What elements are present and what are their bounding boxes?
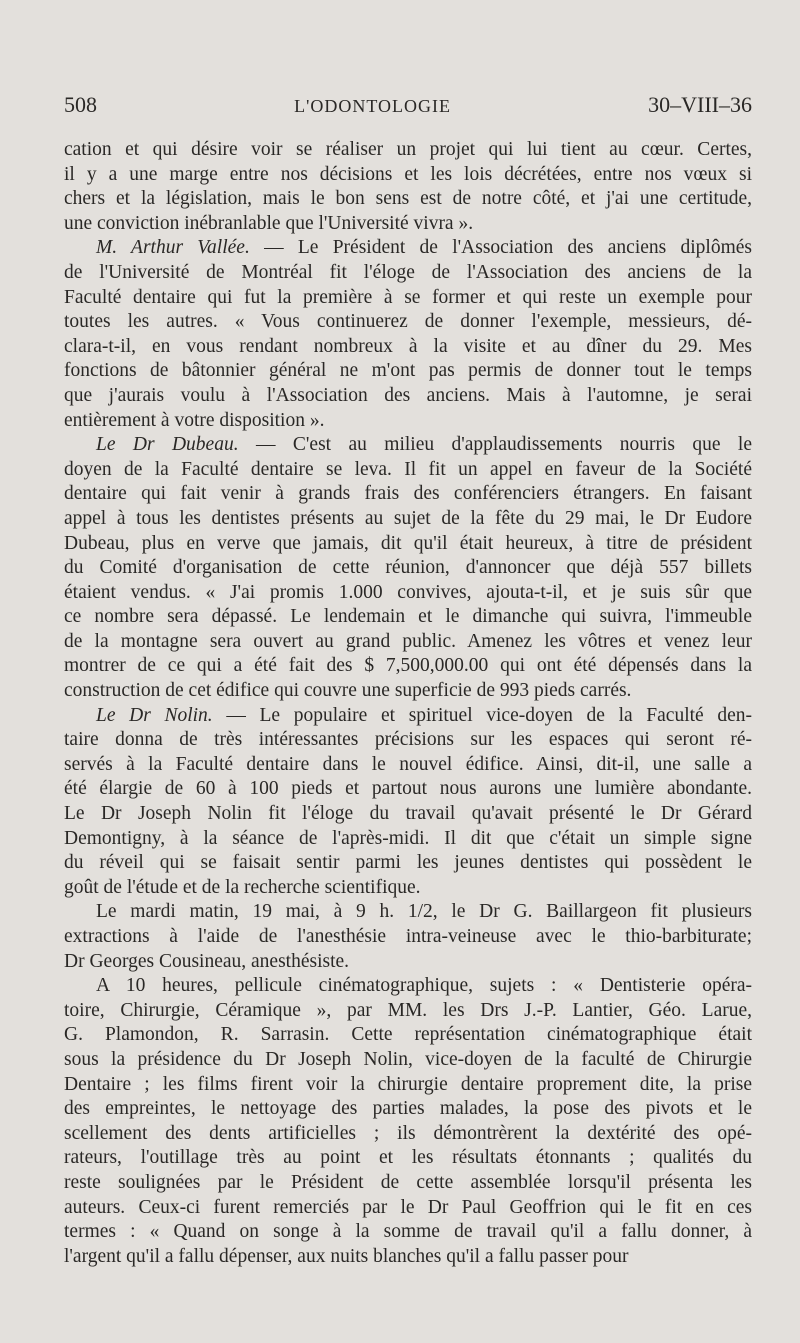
line-text: l'argent qu'il a fallu dépenser, aux nuits blanches qu'il a fallu passer pour <box>64 1245 629 1267</box>
paragraph <box>64 704 752 901</box>
text-line <box>64 1073 752 1098</box>
text-line <box>64 827 752 852</box>
text-line <box>64 1097 752 1122</box>
text-line <box>64 187 752 212</box>
text-line <box>64 1245 752 1270</box>
line-text: extractions à l'aide de l'anesthésie intra-veineuse avec le thio-barbiturate; <box>64 926 752 947</box>
line-text: étaient vendus. « J'ai promis 1.000 convives, ajouta-t-il, et je suis sûr que <box>64 581 752 603</box>
text-line <box>64 950 752 975</box>
line-text: il y a une marge entre nos décisions et les lois décrétées, entre nos vœux si <box>64 163 752 185</box>
text-line <box>64 212 752 237</box>
text-line <box>64 261 752 286</box>
text-line <box>64 630 752 655</box>
text-line <box>64 1023 752 1048</box>
text-line <box>64 925 752 950</box>
line-text: sous la présidence du Dr Joseph Nolin, vice-doyen de la faculté de Chirurgie <box>64 1048 752 1070</box>
line-text: termes : « Quand on songe à la somme de travail qu'il a fallu donner, à <box>64 1221 752 1243</box>
line-text: reste soulignées par le Président de cette assemblée lorsqu'il présenta les <box>64 1171 752 1193</box>
text-line <box>64 286 752 311</box>
line-text: cation et qui désire voir se réaliser un projet qui lui tient au cœur. Certes, <box>64 139 752 160</box>
text-line <box>64 900 752 925</box>
page-header <box>64 92 752 118</box>
text-line <box>64 1196 752 1221</box>
paragraph <box>64 900 752 974</box>
line-text: appel à tous les dentistes présents au sujet de la fête du 29 mai, le Dr Eudore <box>64 507 752 529</box>
text-line <box>64 704 752 729</box>
line-text: du Comité d'organisation de cette réunion, d'annoncer que déjà 557 billets <box>64 557 752 579</box>
text-line <box>64 728 752 753</box>
text-line <box>64 1048 752 1073</box>
line-text: goût de l'étude et de la recherche scientifique. <box>64 876 421 898</box>
line-text: — C'est au milieu d'applaudissements nourris que le <box>238 434 752 456</box>
line-text: une conviction inébranlable que l'Université vivra ». <box>64 212 474 234</box>
text-line <box>64 236 752 261</box>
line-text: de la montagne sera ouvert au grand public. Amenez les vôtres et venez leur <box>64 630 752 652</box>
line-text: été élargie de 60 à 100 pieds et partout nous aurons une lumière abondante. <box>64 778 752 800</box>
text-line <box>64 605 752 630</box>
text-line <box>64 163 752 188</box>
speaker-name: Le Dr Dubeau. <box>96 434 239 456</box>
line-text: Faculté dentaire qui fut la première à se former et qui reste un exemple pour <box>64 286 752 308</box>
speaker-name: M. Arthur Vallée. <box>96 237 250 259</box>
text-line <box>64 974 752 999</box>
text-line <box>64 753 752 778</box>
line-text: fonctions de bâtonnier général ne m'ont pas permis de donner tout le temps <box>64 360 752 382</box>
text-line <box>64 581 752 606</box>
text-line <box>64 876 752 901</box>
text-line <box>64 138 752 163</box>
line-text: que j'aurais voulu à l'Association des anciens. Mais à l'automne, je serai <box>64 384 752 406</box>
text-line <box>64 556 752 581</box>
line-text: rateurs, l'outillage très au point et les résultats étonnants ; qualités du <box>64 1147 752 1169</box>
line-text: — Le Président de l'Association des anciens diplômés <box>249 237 752 259</box>
text-line <box>64 482 752 507</box>
text-line <box>64 458 752 483</box>
line-text: toire, Chirurgie, Céramique », par MM. les Drs J.-P. Lantier, Géo. Larue, <box>64 999 752 1021</box>
text-line <box>64 335 752 360</box>
line-text: construction de cet édifice qui couvre une superficie de 993 pieds carrés. <box>64 680 632 702</box>
line-text: Le Dr Joseph Nolin fit l'éloge du travail qu'avait présenté le Dr Gérard <box>64 803 752 825</box>
line-text: scellement des dents artificielles ; ils démontrèrent la dextérité des opé- <box>64 1122 752 1144</box>
line-text: chers et la législation, mais le bon sens est de notre côté, et j'ai une certitude, <box>64 188 752 210</box>
line-text: clara-t-il, en vous rendant nombreux à la visite et au dîner du 29. Mes <box>64 335 752 357</box>
issue-date: 30–VIII–36 <box>648 92 752 117</box>
line-text: Dr Georges Cousineau, anesthésiste. <box>64 950 350 972</box>
text-line <box>64 409 752 434</box>
text-line <box>64 1146 752 1171</box>
running-title: L'ODONTOLOGIE <box>294 96 451 116</box>
line-text: ce nombre sera dépassé. Le lendemain et le dimanche qui suivra, l'immeuble <box>64 606 752 628</box>
paragraph <box>64 974 752 1269</box>
line-text: Dentaire ; les films firent voir la chirurgie dentaire proprement dite, la prise <box>64 1073 752 1095</box>
text-line <box>64 1171 752 1196</box>
text-line <box>64 851 752 876</box>
line-text: du réveil qui se faisait sentir parmi les jeunes dentistes qui possèdent le <box>64 852 752 874</box>
line-text: — Le populaire et spirituel vice-doyen de la Faculté den- <box>212 704 752 726</box>
text-line <box>64 802 752 827</box>
text-line <box>64 999 752 1024</box>
text-line <box>64 507 752 532</box>
text-line <box>64 654 752 679</box>
line-text: toutes les autres. « Vous continuerez de donner l'exemple, messieurs, dé- <box>64 311 752 333</box>
line-text: auteurs. Ceux-ci furent remerciés par le Dr Paul Geoffrion qui le fit en ces <box>64 1196 752 1218</box>
line-text: de l'Université de Montréal fit l'éloge de l'Association des anciens de la <box>64 261 752 283</box>
text-line <box>64 532 752 557</box>
line-text: dentaire qui fait venir à grands frais des conférenciers étrangers. En faisant <box>64 483 752 505</box>
text-line <box>64 1220 752 1245</box>
text-line <box>64 777 752 802</box>
line-text: A 10 heures, pellicule cinématographique, sujets : « Dentisterie opéra- <box>96 975 752 997</box>
line-text: des empreintes, le nettoyage des parties malades, la pose des pivots et le <box>64 1098 752 1120</box>
paragraph <box>64 433 752 704</box>
text-line <box>64 310 752 335</box>
line-text: entièrement à votre disposition ». <box>64 409 325 431</box>
line-text: Dubeau, plus en verve que jamais, dit qu'il était heureux, à titre de président <box>64 532 752 554</box>
line-text: G. Plamondon, R. Sarrasin. Cette représentation cinématographique était <box>64 1024 752 1046</box>
page-number: 508 <box>64 92 97 117</box>
line-text: montrer de ce qui a été fait des $ 7,500,000.00 qui ont été dépensés dans la <box>64 655 752 677</box>
line-text: taire donna de très intéressantes précisions sur les espaces qui seront ré- <box>64 729 752 751</box>
text-line <box>64 679 752 704</box>
text-line <box>64 433 752 458</box>
text-line <box>64 1122 752 1147</box>
text-line <box>64 384 752 409</box>
body-text <box>64 138 752 1269</box>
line-text: doyen de la Faculté dentaire se leva. Il fit un appel en faveur de la Société <box>64 458 752 480</box>
paragraph <box>64 138 752 236</box>
speaker-name: Le Dr Nolin. <box>96 704 213 726</box>
paragraph <box>64 236 752 433</box>
line-text: servés à la Faculté dentaire dans le nouvel édifice. Ainsi, dit-il, une salle a <box>64 753 752 775</box>
line-text: Le mardi matin, 19 mai, à 9 h. 1/2, le Dr G. Baillargeon fit plusieurs <box>96 901 752 923</box>
text-line <box>64 359 752 384</box>
line-text: Demontigny, à la séance de l'après-midi. Il dit que c'était un simple signe <box>64 827 752 849</box>
